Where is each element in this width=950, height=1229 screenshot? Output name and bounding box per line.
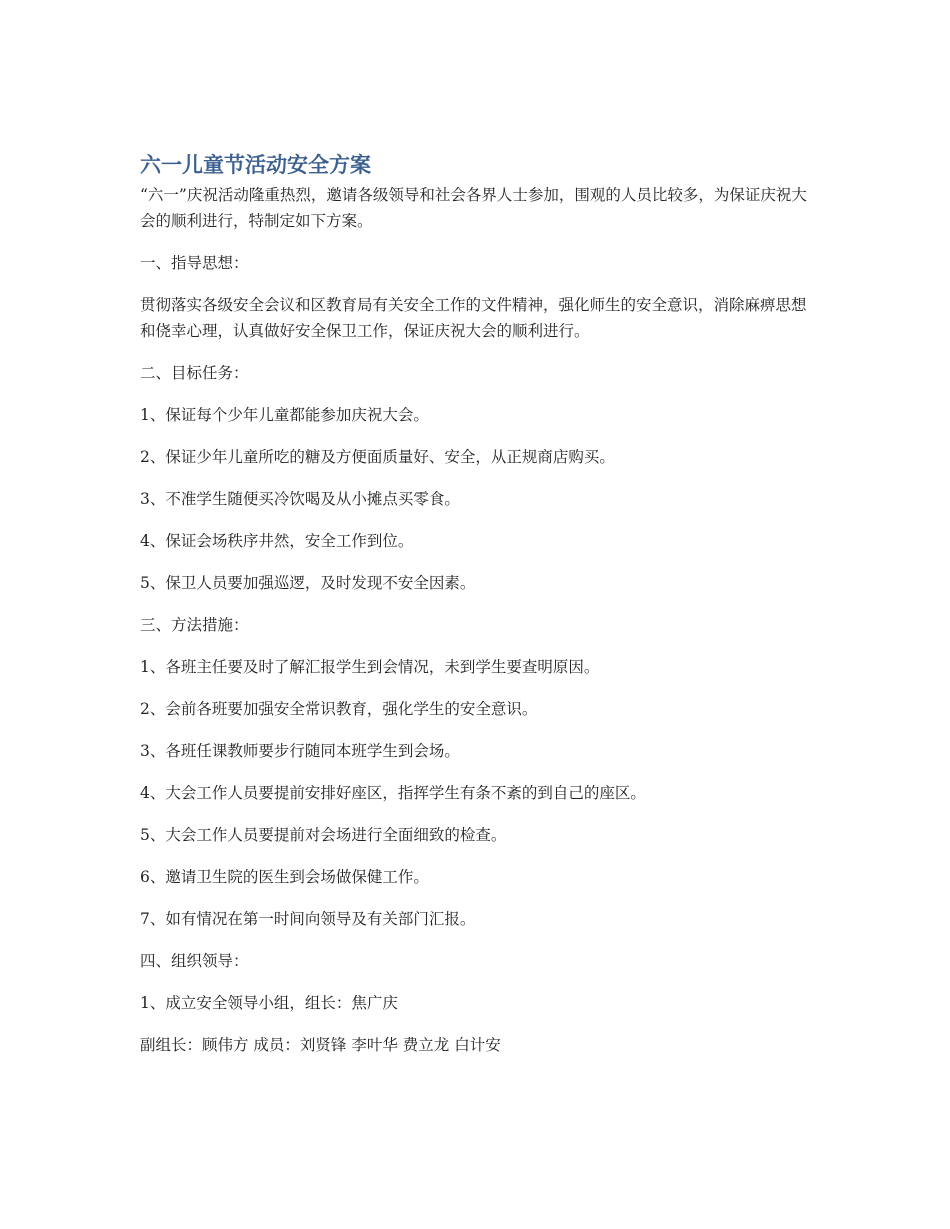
goal-item: 4、保证会场秩序井然，安全工作到位。 <box>140 532 414 550</box>
section-heading-guiding-thought: 一、指导思想： <box>140 254 249 272</box>
leadership-item: 副组长：顾伟方 成员：刘贤锋 李叶华 费立龙 白计安 <box>140 1036 501 1054</box>
measure-item: 3、各班任课教师要步行随同本班学生到会场。 <box>140 742 460 760</box>
measure-item: 6、邀请卫生院的医生到会场做保健工作。 <box>140 868 429 886</box>
document-title: 六一儿童节活动安全方案 <box>140 153 371 177</box>
measure-item: 4、大会工作人员要提前安排好座区，指挥学生有条不紊的到自己的座区。 <box>140 784 646 802</box>
goal-item: 2、保证少年儿童所吃的糖及方便面质量好、安全，从正规商店购买。 <box>140 448 615 466</box>
goal-item: 5、保卫人员要加强巡逻，及时发现不安全因素。 <box>140 574 476 592</box>
document-body <box>140 150 810 1058</box>
goal-item: 3、不准学生随便买冷饮喝及从小摊点买零食。 <box>140 490 460 508</box>
goal-item: 1、保证每个少年儿童都能参加庆祝大会。 <box>140 406 429 424</box>
section-heading-goals: 二、目标任务： <box>140 364 249 382</box>
leadership-item: 1、成立安全领导小组，组长：焦广庆 <box>140 994 398 1012</box>
measure-item: 5、大会工作人员要提前对会场进行全面细致的检查。 <box>140 826 507 844</box>
section-heading-leadership: 四、组织领导： <box>140 952 249 970</box>
intro-paragraph: “六一”庆祝活动隆重热烈，邀请各级领导和社会各界人士参加，围观的人员比较多，为保证庆祝大会的顺利进行，特制定如下方案。 <box>140 186 807 230</box>
measure-item: 2、会前各班要加强安全常识教育，强化学生的安全意识。 <box>140 700 538 718</box>
measure-item: 1、各班主任要及时了解汇报学生到会情况，未到学生要查明原因。 <box>140 658 600 676</box>
measure-item: 7、如有情况在第一时间向领导及有关部门汇报。 <box>140 910 476 928</box>
section-heading-measures: 三、方法措施： <box>140 616 249 634</box>
guiding-thought-paragraph: 贯彻落实各级安全会议和区教育局有关安全工作的文件精神，强化师生的安全意识，消除麻痹思想和侥幸心理，认真做好安全保卫工作，保证庆祝大会的顺利进行。 <box>140 296 807 340</box>
